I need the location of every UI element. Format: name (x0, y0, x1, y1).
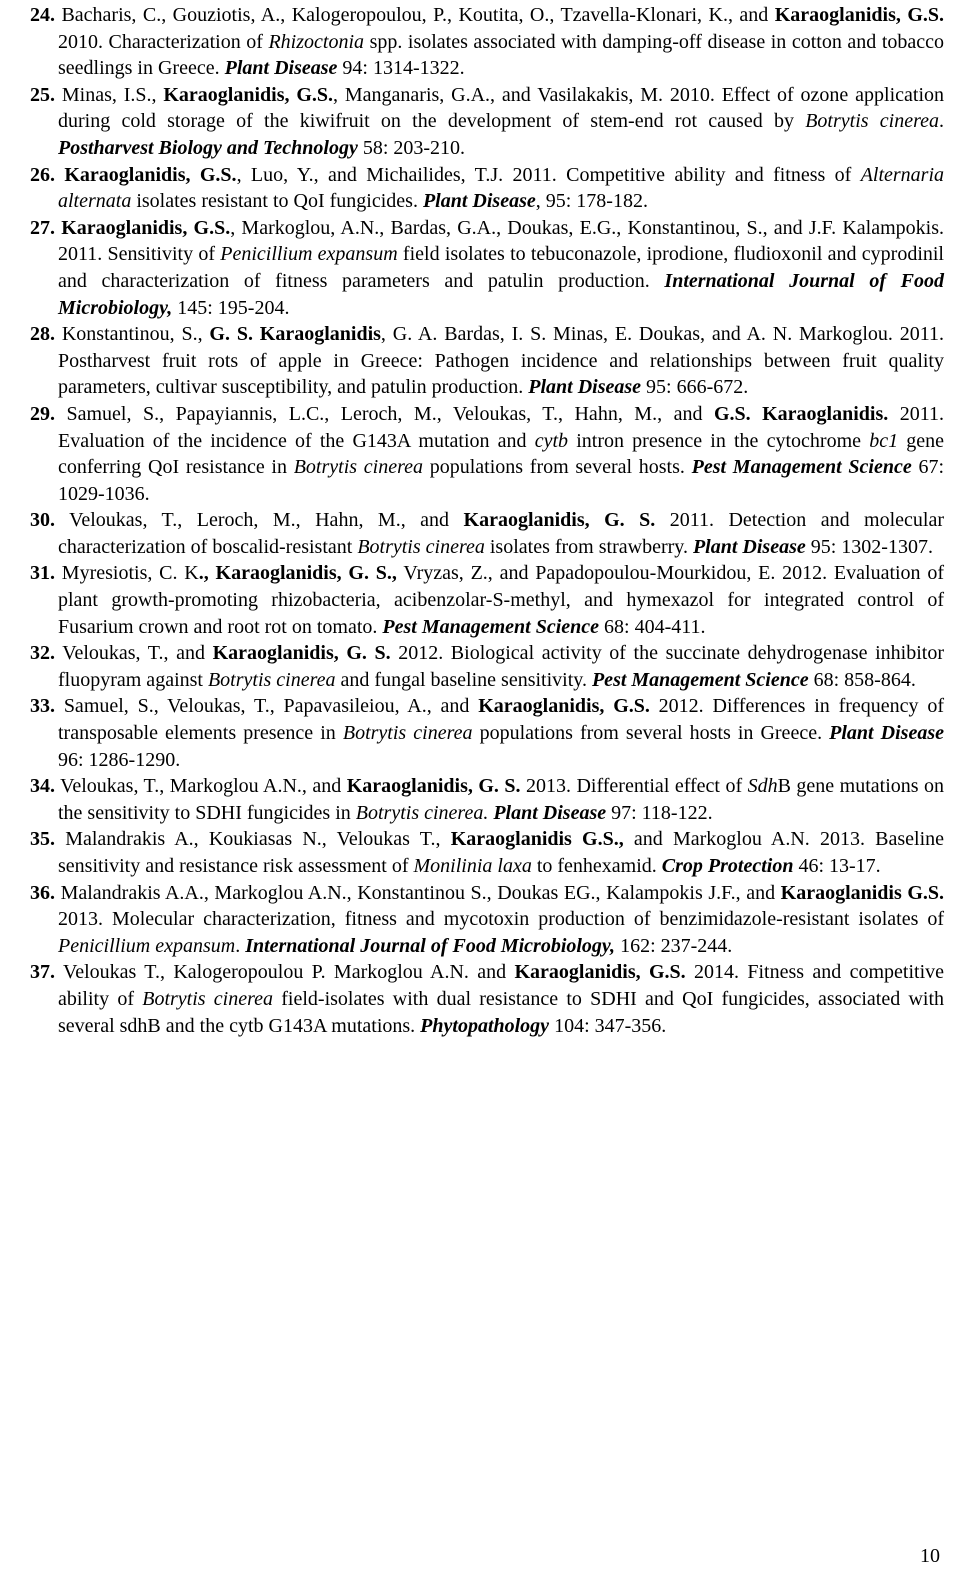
reference-text: 95: 666-672. (641, 376, 749, 399)
reference-entry (30, 215, 944, 321)
reference-entry (30, 693, 944, 773)
author-highlight: Karaoglanidis, G.S. (61, 216, 231, 239)
reference-text: 94: 1314-1322. (337, 57, 465, 80)
reference-number: 33. (30, 695, 55, 718)
journal-name: International Journal of Food Microbiology, (58, 269, 944, 319)
reference-text: Konstantinou, S., (61, 323, 210, 346)
reference-entry (30, 162, 944, 215)
reference-text: field-isolates with dual resistance to SDHI and QoI fungicides, associated with several sdhB and the cytb G143A mutations. (58, 987, 944, 1037)
italic-term: Botrytis cinerea (342, 722, 473, 745)
journal-name: Plant Disease (422, 190, 536, 213)
reference-number: 27. (30, 216, 55, 239)
reference-text: intron presence in the cytochrome (568, 429, 870, 452)
italic-term: Botrytis cinerea (357, 535, 485, 558)
author-highlight: Karaoglanidis, G. S. (463, 509, 656, 532)
reference-number: 37. (30, 961, 55, 984)
reference-text: 68: 858-864. (808, 668, 916, 691)
reference-text: 2012. Differences in frequency of transposable elements presence in (58, 695, 945, 745)
journal-name: Plant Disease (493, 801, 607, 824)
author-highlight: G.S. Karaoglanidis. (713, 402, 889, 425)
reference-number: 35. (30, 828, 55, 851)
reference-text: 67: 1029-1036. (58, 456, 945, 505)
reference-entry (30, 2, 944, 82)
italic-term: Botrytis cinerea. (355, 801, 489, 824)
italic-term: Rhizoctonia (268, 30, 365, 53)
reference-number: 24. (30, 4, 55, 26)
reference-number: 26. (30, 163, 55, 186)
journal-name: International Journal of Food Microbiology, (245, 934, 616, 957)
italic-term: cytb (534, 429, 569, 452)
journal-name: Pest Management Science (691, 456, 912, 479)
journal-name: Postharvest Biology and Technology (58, 136, 358, 159)
reference-text: 46: 13-17. (793, 855, 881, 877)
reference-text: . (939, 110, 945, 133)
reference-text: gene conferring QoI resistance in (58, 429, 944, 479)
reference-text: Minas, I.S., (61, 83, 164, 106)
reference-text: 2013. Differential effect of (520, 775, 748, 798)
italic-term: Penicillium expansum (220, 243, 398, 266)
reference-text: 2011. Evaluation of the incidence of the G143A mutation and (58, 402, 945, 452)
reference-number: 36. (30, 881, 55, 904)
journal-name: Plant Disease (692, 535, 806, 558)
reference-text: Samuel, S., Papayiannis, L.C., Leroch, M., Veloukas, T., Hahn, M., and (66, 402, 714, 425)
journal-name: Pest Management Science (382, 615, 600, 638)
italic-term: Sdh (747, 775, 778, 798)
reference-number: 31. (30, 562, 55, 585)
reference-text: B gene mutations on the sensitivity to SDHI fungicides in (58, 775, 945, 824)
author-highlight: G. S. Karaoglanidis (209, 323, 381, 346)
author-highlight: Karaoglanidis G.S. (780, 881, 945, 904)
reference-text: 58: 203-210. (357, 136, 466, 159)
reference-text: , Luo, Y., and Michailides, T.J. 2011. Competitive ability and fitness of (236, 163, 861, 186)
reference-text: 2013. Molecular characterization, fitness and mycotoxin production of benzimidazole-resistant isolates of (58, 908, 944, 931)
italic-term: Botrytis cinerea (293, 456, 424, 479)
author-highlight: Karaoglanidis, G.S. (478, 695, 650, 718)
reference-text: 162: 237-244. (615, 934, 733, 957)
reference-number: 25. (30, 83, 55, 106)
reference-text: Bacharis, C., Gouziotis, A., Kalogeropoulou, P., Koutita, O., Tzavella-Klonari, K., and (61, 4, 775, 26)
reference-text: . (235, 934, 246, 957)
reference-text: Veloukas T., Kalogeropoulou P. Markoglou A.N. and (62, 961, 515, 984)
reference-entry (30, 773, 944, 826)
reference-text: , 95: 178-182. (535, 190, 648, 213)
reference-number: 32. (30, 642, 55, 665)
reference-text: , Manganaris, G.A., and Vasilakakis, M. 2010. Effect of ozone application during cold storage of the kiwifruit on the development of stem-end rot caused by (58, 83, 945, 133)
reference-entry (30, 640, 944, 693)
reference-text: 96: 1286-1290. (58, 748, 181, 771)
reference-text: isolates from strawberry. (484, 535, 693, 558)
reference-text: , Markoglou, A.N., Bardas, G.A., Doukas, E.G., Konstantinou, S., and J.F. Kalampokis. 2011. Sensitivity of (58, 216, 945, 266)
reference-entry (30, 401, 944, 507)
reference-list (30, 2, 944, 1039)
reference-text: populations from several hosts in Greece. (472, 722, 830, 745)
journal-name: Plant Disease (829, 722, 945, 745)
reference-text: and fungal baseline sensitivity. (335, 668, 592, 691)
journal-name: Plant Disease (528, 376, 642, 399)
author-highlight: Karaoglanidis, G.S. (163, 83, 334, 106)
reference-text: Veloukas, T., Markoglou A.N., and (60, 775, 347, 798)
reference-entry (30, 880, 944, 960)
reference-text: to fenhexamid. (531, 855, 662, 877)
italic-term: Botrytis cinerea (142, 987, 274, 1010)
reference-text: 2012. Biological activity of the succinate dehydrogenase inhibitor fluopyram against (58, 642, 945, 691)
journal-name: Pest Management Science (591, 668, 809, 691)
author-highlight: Karaoglanidis, G. S. (212, 642, 391, 665)
author-highlight: ., Karaoglanidis, G. S., (198, 562, 397, 585)
journal-name: Plant Disease (224, 57, 338, 80)
author-highlight: Karaoglanidis, G.S. (774, 4, 944, 26)
italic-term: Botrytis cinerea (207, 668, 336, 691)
reference-text: 145: 195-204. (172, 296, 290, 319)
reference-number: 34. (30, 775, 55, 798)
reference-number: 28. (30, 323, 55, 346)
page-number: 10 (920, 1545, 940, 1567)
author-highlight: Karaoglanidis, G.S. (64, 163, 237, 186)
reference-text: 97: 118-122. (606, 801, 713, 824)
reference-entry (30, 560, 944, 640)
reference-text: Samuel, S., Veloukas, T., Papavasileiou, A., and (63, 695, 479, 718)
reference-text: Veloukas, T., and (62, 642, 213, 665)
reference-entry (30, 507, 944, 560)
italic-term: Alternaria alternata (58, 163, 945, 213)
reference-text: 2010. Characterization of (58, 30, 269, 53)
reference-text: 104: 347-356. (549, 1014, 667, 1037)
reference-entry (30, 321, 944, 401)
italic-term: Penicillium expansum (58, 934, 236, 957)
author-highlight: Karaoglanidis, G. S. (346, 775, 521, 798)
reference-text: Malandrakis A., Koukiasas N., Veloukas T., (65, 828, 451, 851)
italic-term: Botrytis cinerea (805, 110, 940, 133)
reference-text: field isolates to tebuconazole, iprodione, fludioxonil and cyprodinil and characterization of fitness parameters and patulin production. (58, 243, 944, 292)
author-highlight: Karaoglanidis G.S., (450, 828, 624, 851)
reference-text: spp. isolates associated with damping-off disease in cotton and tobacco seedlings in Greece. (58, 30, 945, 80)
reference-text: Myresiotis, C. K (61, 562, 199, 585)
reference-text: , G. A. Bardas, I. S. Minas, E. Doukas, and A. N. Markoglou. 2011. Postharvest fruit rots of apple in Greece: Pathogen incidence and relationships between fruit quality parameters, cultivar susceptibility, and patulin production. (58, 323, 945, 399)
reference-text: Veloukas, T., Leroch, M., Hahn, M., and (69, 509, 464, 532)
italic-term: Monilinia laxa (413, 855, 532, 877)
reference-number: 29. (30, 402, 55, 425)
journal-name: Crop Protection (661, 855, 794, 877)
reference-number: 30. (30, 509, 55, 532)
reference-text: and Markoglou A.N. 2013. Baseline sensitivity and resistance risk assessment of (58, 828, 945, 877)
reference-text: 2014. Fitness and competitive ability of (58, 961, 944, 1010)
reference-text: 95: 1302-1307. (805, 535, 933, 558)
reference-text: Vryzas, Z., and Papadopoulou-Mourkidou, E. 2012. Evaluation of plant growth-promoting rhizobacteria, acibenzolar-S-methyl, and hymexazol for integrated control of Fusarium crown and root rot on tomato. (58, 562, 945, 638)
reference-text: populations from several hosts. (423, 456, 692, 479)
journal-name: Phytopathology (420, 1014, 550, 1037)
reference-text: 68: 404-411. (599, 615, 706, 638)
reference-text: isolates resistant to QoI fungicides. (131, 190, 423, 213)
reference-entry (30, 959, 944, 1039)
reference-entry (30, 826, 944, 879)
reference-entry (30, 82, 944, 162)
reference-text: 2011. Detection and molecular characterization of boscalid-resistant (58, 509, 945, 558)
italic-term: bc1 (869, 429, 899, 452)
reference-text: Malandrakis A.A., Markoglou A.N., Konstantinou S., Doukas EG., Kalampokis J.F., and (60, 881, 781, 904)
author-highlight: Karaoglanidis, G.S. (514, 961, 686, 984)
